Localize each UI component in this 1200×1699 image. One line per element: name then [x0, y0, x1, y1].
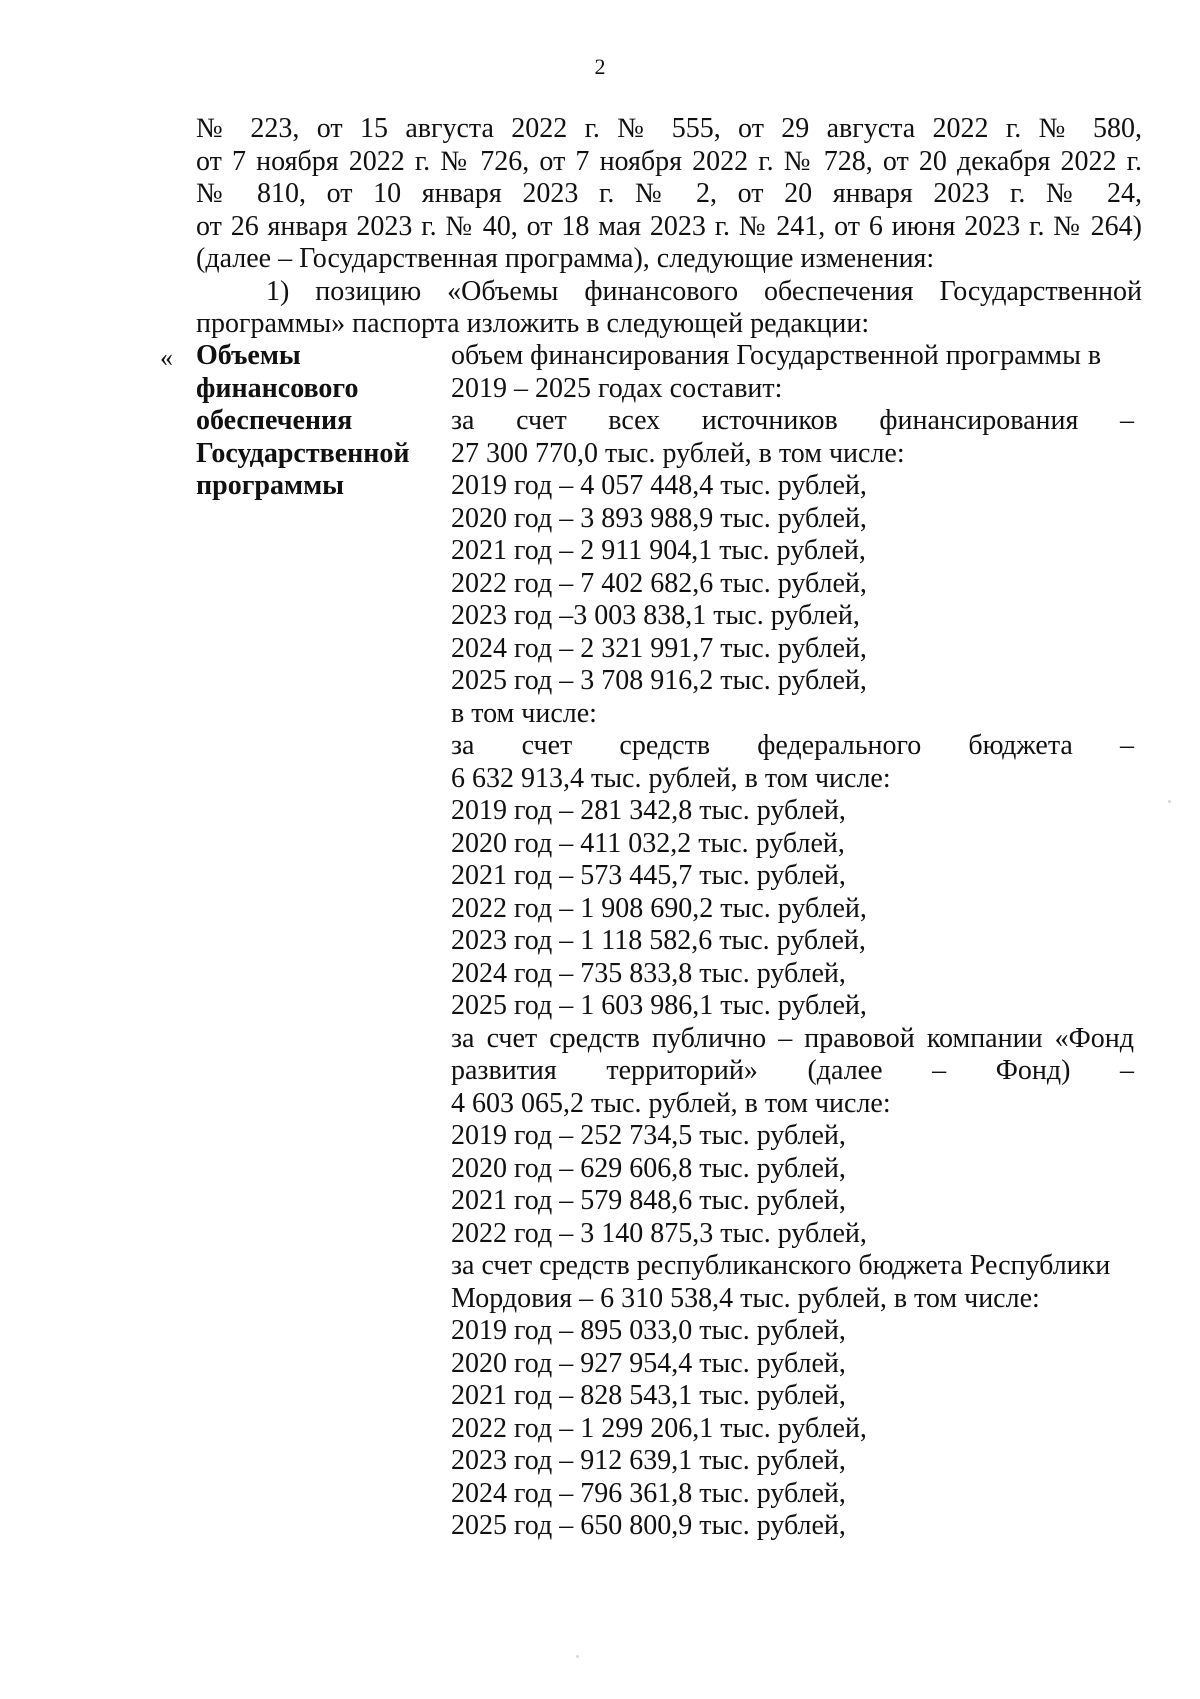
all-sources-year: 2021 год – 2 911 904,1 тыс. рублей,	[451, 535, 866, 566]
federal-year: 2021 год – 573 445,7 тыс. рублей,	[451, 860, 846, 891]
position-title-line: финансового	[196, 372, 359, 404]
intro-line: от 7 ноября 2022 г. № 726, от 7 ноября 2022 г. № 728, от 20 декабря 2022 г.	[196, 145, 1142, 177]
all-sources-year: 2024 год – 2 321 991,7 тыс. рублей,	[451, 632, 867, 664]
position-title	[196, 340, 436, 503]
fund-year: 2019 год – 252 734,5 тыс. рублей,	[451, 1120, 846, 1151]
funding-intro-line: 2019 – 2025 годах составит:	[451, 372, 783, 404]
all-sources-year: 2020 год – 3 893 988,9 тыс. рублей,	[451, 502, 867, 534]
republic-year: 2023 год – 912 639,1 тыс. рублей,	[451, 1445, 846, 1476]
all-sources-total: 27 300 770,0 тыс. рублей, в том числе:	[451, 437, 905, 469]
fund-year: 2020 год – 629 606,8 тыс. рублей,	[451, 1152, 846, 1184]
federal-year: 2022 год – 1 908 690,2 тыс. рублей,	[451, 892, 867, 924]
republic-year: 2022 год – 1 299 206,1 тыс. рублей,	[451, 1412, 867, 1444]
republic-year: 2021 год – 828 543,1 тыс. рублей,	[451, 1380, 846, 1411]
fund-total: 4 603 065,2 тыс. рублей, в том числе:	[451, 1087, 891, 1119]
intro-line: № 810, от 10 января 2023 г. № 2, от 20 января 2023 г. № 24,	[196, 178, 1142, 209]
item-one-line: программы» паспорта изложить в следующей редакции:	[196, 308, 870, 339]
republic-year: 2025 год – 650 800,9 тыс. рублей,	[451, 1510, 846, 1541]
federal-year: 2019 год – 281 342,8 тыс. рублей,	[451, 795, 846, 826]
position-title-line: Государственной	[196, 437, 410, 469]
funding-intro-line: объем финансирования Государственной программы в	[451, 340, 1102, 371]
federal-year: 2023 год – 1 118 582,6 тыс. рублей,	[451, 925, 866, 956]
intro-paragraph	[196, 113, 1142, 341]
all-sources-year: 2019 год – 4 057 448,4 тыс. рублей,	[451, 470, 867, 501]
republic-year: 2020 год – 927 954,4 тыс. рублей,	[451, 1347, 846, 1379]
federal-total: 6 632 913,4 тыс. рублей, в том числе:	[451, 762, 891, 794]
fund-year: 2022 год – 3 140 875,3 тыс. рублей,	[451, 1217, 867, 1249]
page-number: 2	[594, 54, 606, 79]
including-label: в том числе:	[451, 697, 597, 729]
all-sources-year: 2025 год – 3 708 916,2 тыс. рублей,	[451, 665, 867, 696]
all-sources-year: 2023 год –3 003 838,1 тыс. рублей,	[451, 600, 860, 631]
federal-header: за счет средств федерального бюджета –	[451, 730, 1134, 761]
position-title-line: Объемы	[196, 340, 301, 371]
republic-header: за счет средств республиканского бюджета Республики	[451, 1250, 1111, 1281]
fund-year: 2021 год – 579 848,6 тыс. рублей,	[451, 1185, 846, 1216]
federal-year: 2024 год – 735 833,8 тыс. рублей,	[451, 957, 846, 989]
all-sources-header: за счет всех источников финансирования –	[451, 405, 1134, 436]
item-one-line: 1) позицию «Объемы финансового обеспечения Государственной	[266, 275, 1142, 307]
intro-line: № 223, от 15 августа 2022 г. № 555, от 29 августа 2022 г. № 580,	[196, 113, 1142, 144]
all-sources-year: 2022 год – 7 402 682,6 тыс. рублей,	[451, 567, 867, 599]
funding-text	[451, 340, 1134, 1543]
opening-quote: «	[160, 343, 173, 372]
republic-year: 2024 год – 796 361,8 тыс. рублей,	[451, 1477, 846, 1509]
fund-header-line: развития территорий» (далее – Фонд) –	[451, 1055, 1134, 1086]
intro-line: (далее – Государственная программа), следующие изменения:	[196, 243, 935, 274]
federal-year: 2020 год – 411 032,2 тыс. рублей,	[451, 827, 845, 859]
position-title-line: программы	[196, 470, 344, 501]
republic-total: Мордовия – 6 310 538,4 тыс. рублей, в том числе:	[451, 1282, 1040, 1314]
scan-speck	[1168, 800, 1171, 803]
federal-year: 2025 год – 1 603 986,1 тыс. рублей,	[451, 990, 867, 1021]
republic-year: 2019 год – 895 033,0 тыс. рублей,	[451, 1315, 846, 1346]
scan-speck	[576, 1655, 579, 1658]
intro-line: от 26 января 2023 г. № 40, от 18 мая 2023 г. № 241, от 6 июня 2023 г. № 264)	[196, 210, 1142, 242]
position-title-line: обеспечения	[196, 405, 353, 436]
fund-header-line: за счет средств публично – правовой компании «Фонд	[451, 1022, 1134, 1054]
